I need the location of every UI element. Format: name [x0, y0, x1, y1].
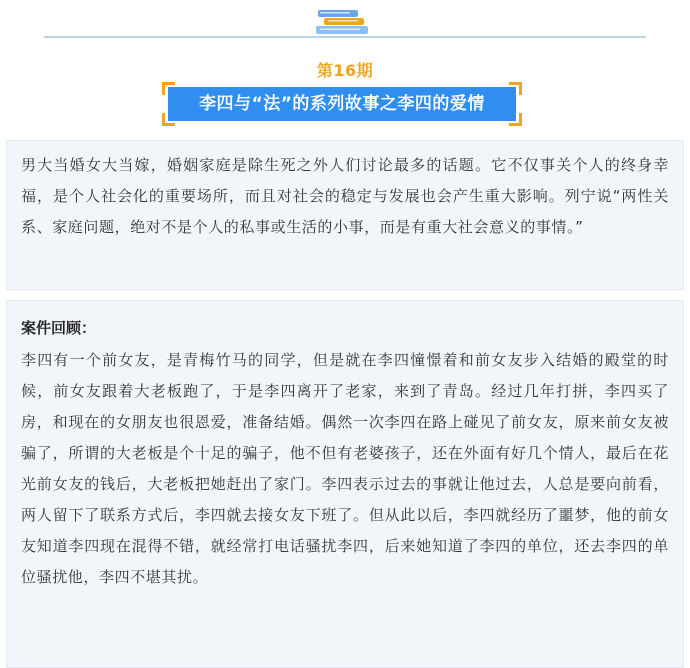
- case-review-heading: 案件回顾：: [21, 319, 97, 337]
- article-title: 李四与“法”的系列故事之李四的爱情: [168, 87, 516, 121]
- intro-paragraph: 男大当婚女大当嫁，婚姻家庭是除生死之外人们讨论最多的话题。它不仅事关个人的终身幸福，是个人社会化的重要场所，而且对社会的稳定与发展也会产生重大影响。列宁说“两性关系、家庭问题，绝对不是个人的私事或生活的小事，而是有重大社会意义的事情。”: [21, 156, 669, 236]
- books-stack-icon: [314, 8, 376, 38]
- issue-number: 第16期: [316, 61, 374, 80]
- header-divider: [44, 36, 646, 38]
- intro-panel: [6, 140, 684, 290]
- title-frame: [162, 82, 522, 126]
- case-review-panel: [6, 300, 684, 668]
- article-header: [0, 0, 690, 130]
- case-review-paragraph: 李四有一个前女友，是青梅竹马的同学，但是就在李四憧憬着和前女友步入结婚的殿堂的时候，前女友跟着大老板跑了，于是李四离开了老家，来到了青岛。经过几年打拼，李四买了房，和现在的女朋友也很恩爱，准备结婚。偶然一次李四在路上碰见了前女友，原来前女友被骗了，所谓的大老板是个十足的骗子，他不但有老婆孩子，还在外面有好几个情人，最后在花光前女友的钱后，大老板把她赶出了家门。李四表示过去的事就让他过去，人总是要向前看，两人留下了联系方式后，李四就去接女友下班了。但从此以后，李四就经历了噩梦，他的前女友知道李四现在混得不错，就经常打电话骚扰李四，后来她知道了李四的单位，还去李四的单位骚扰他，李四不堪其扰。: [21, 351, 669, 586]
